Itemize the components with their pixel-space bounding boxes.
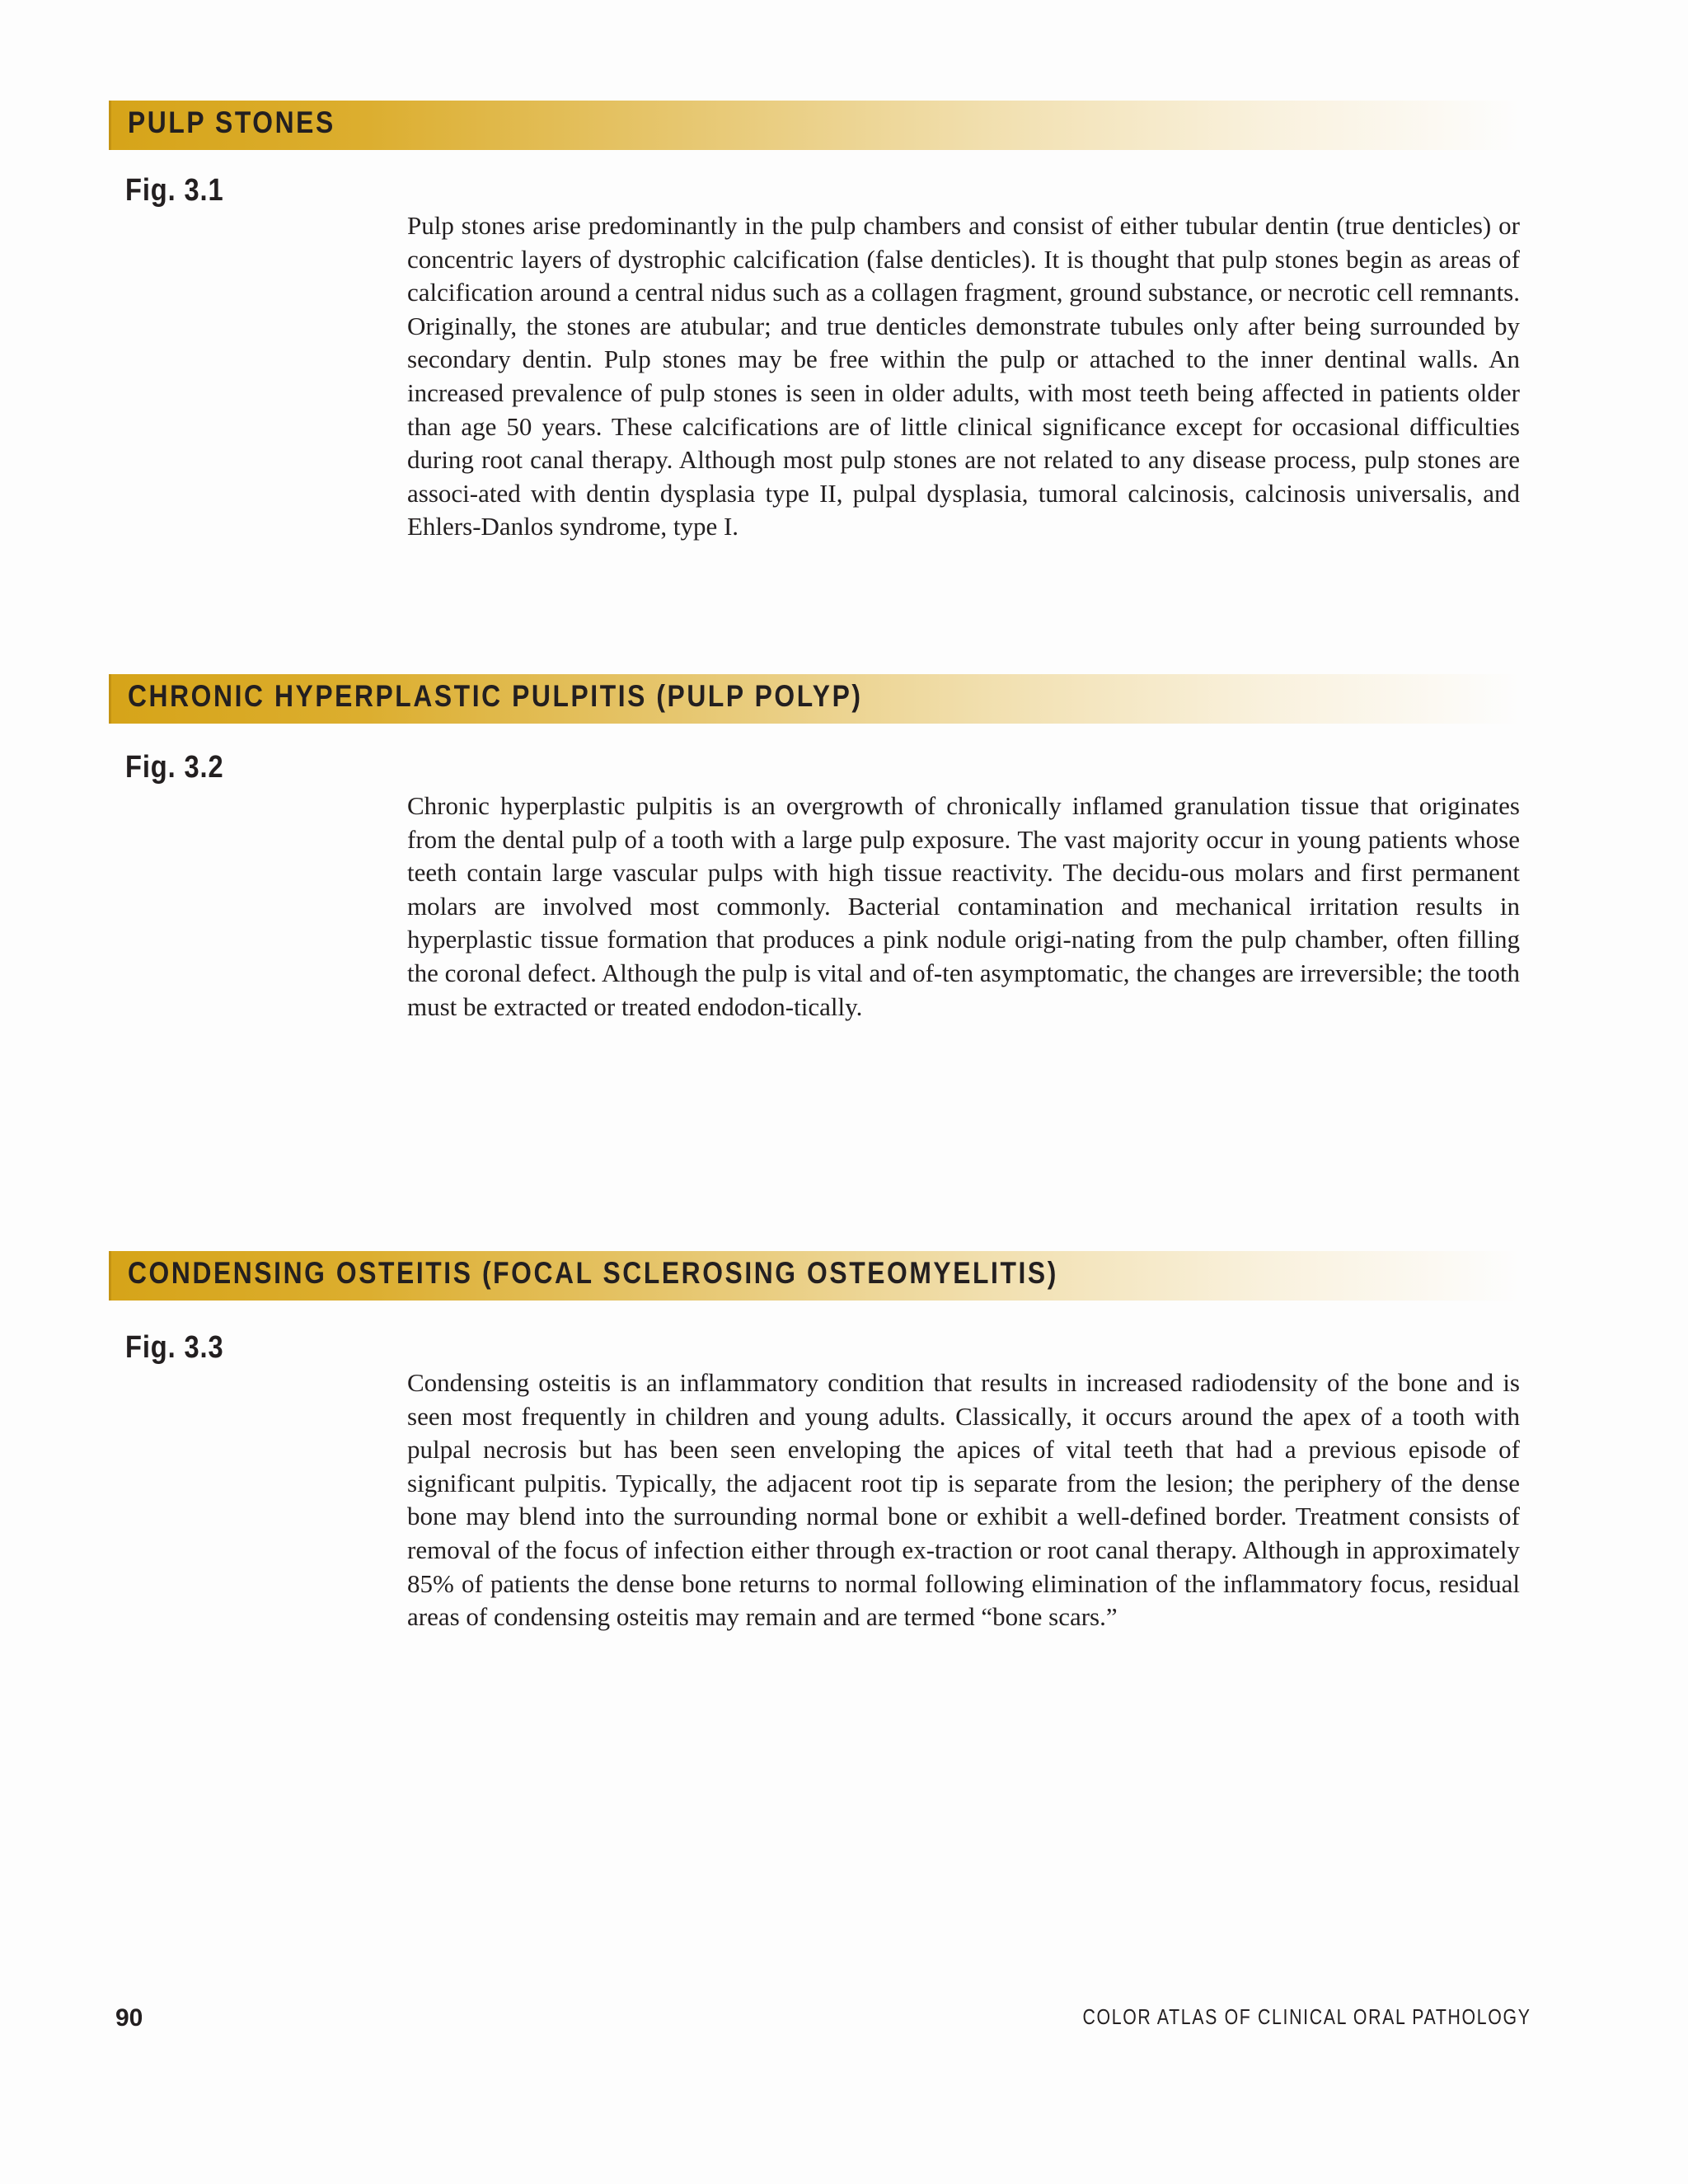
section-header-condensing-osteitis [109,1251,1520,1301]
section-header-chronic-hyperplastic-pulpitis [109,674,1520,724]
section-title: CHRONIC HYPERPLASTIC PULPITIS (PULP POLYP) [128,679,863,713]
section-title: CONDENSING OSTEITIS (FOCAL SCLEROSING OSTEOMYELITIS) [128,1256,1058,1290]
section-paragraph: Chronic hyperplastic pulpitis is an overgrowth of chronically inflamed granulation tissue that originates from the dental pulp of a tooth with a large pulp exposure. The vast majority occur in young patients whose teeth contain large vascular pulps with high tissue reactivity. The decidu-ous molars and first permanent molars are involved most commonly. Bacterial contamination and mechanical irritation results in hyperplastic tissue formation that produces a pink nodule origi-nating from the pulp chamber, often filling the coronal defect. Although the pulp is vital and of-ten asymptomatic, the changes are irreversible; the tooth must be extracted or treated endodon-tically. [407,791,1520,1021]
section-paragraph: Condensing osteitis is an inflammatory condition that results in increased radiodensity of the bone and is seen most frequently in children and young adults. Classically, it occurs around the apex of a tooth with pulpal necrosis but has been seen enveloping the apices of vital teeth that had a previous episode of significant pulpitis. Typically, the adjacent root tip is separate from the lesion; the periphery of the dense bone may blend into the surrounding normal bone or exhibit a well-defined border. Treatment consists of removal of the focus of infection either through ex-traction or root canal therapy. Although in approximately 85% of patients the dense bone returns to normal following elimination of the inflammatory focus, residual areas of condensing osteitis may remain and are termed “bone scars.” [407,1368,1520,1632]
running-title: COLOR ATLAS OF CLINICAL ORAL PATHOLOGY [1082,2004,1531,2029]
figure-label: Fig. 3.2 [125,750,224,785]
figure-label: Fig. 3.3 [125,1330,224,1365]
page-number: 90 [115,2004,143,2032]
section-title: PULP STONES [128,105,335,139]
section-paragraph: Pulp stones arise predominantly in the pulp chambers and consist of either tubular dentin (true denticles) or concentric layers of dystrophic calcification (false denticles). It is thought that pulp stones begin as areas of calcification around a central nidus such as a collagen fragment, ground substance, or necrotic cell remnants. Originally, the stones are atubular; and true denticles demonstrate tubules only after being surrounded by secondary dentin. Pulp stones may be free within the pulp or attached to the inner dentinal walls. An increased prevalence of pulp stones is seen in older adults, with most teeth being affected in patients older than age 50 years. These calcifications are of little clinical significance except for occasional difficulties during root canal therapy. Although most pulp stones are not related to any disease process, pulp stones are associ-ated with dentin dysplasia type II, pulpal dysplasia, tumoral calcinosis, calcinosis universalis, and Ehlers-Danlos syndrome, type I. [407,211,1520,541]
figure-label: Fig. 3.1 [125,173,224,208]
section-header-pulp-stones [109,101,1520,150]
